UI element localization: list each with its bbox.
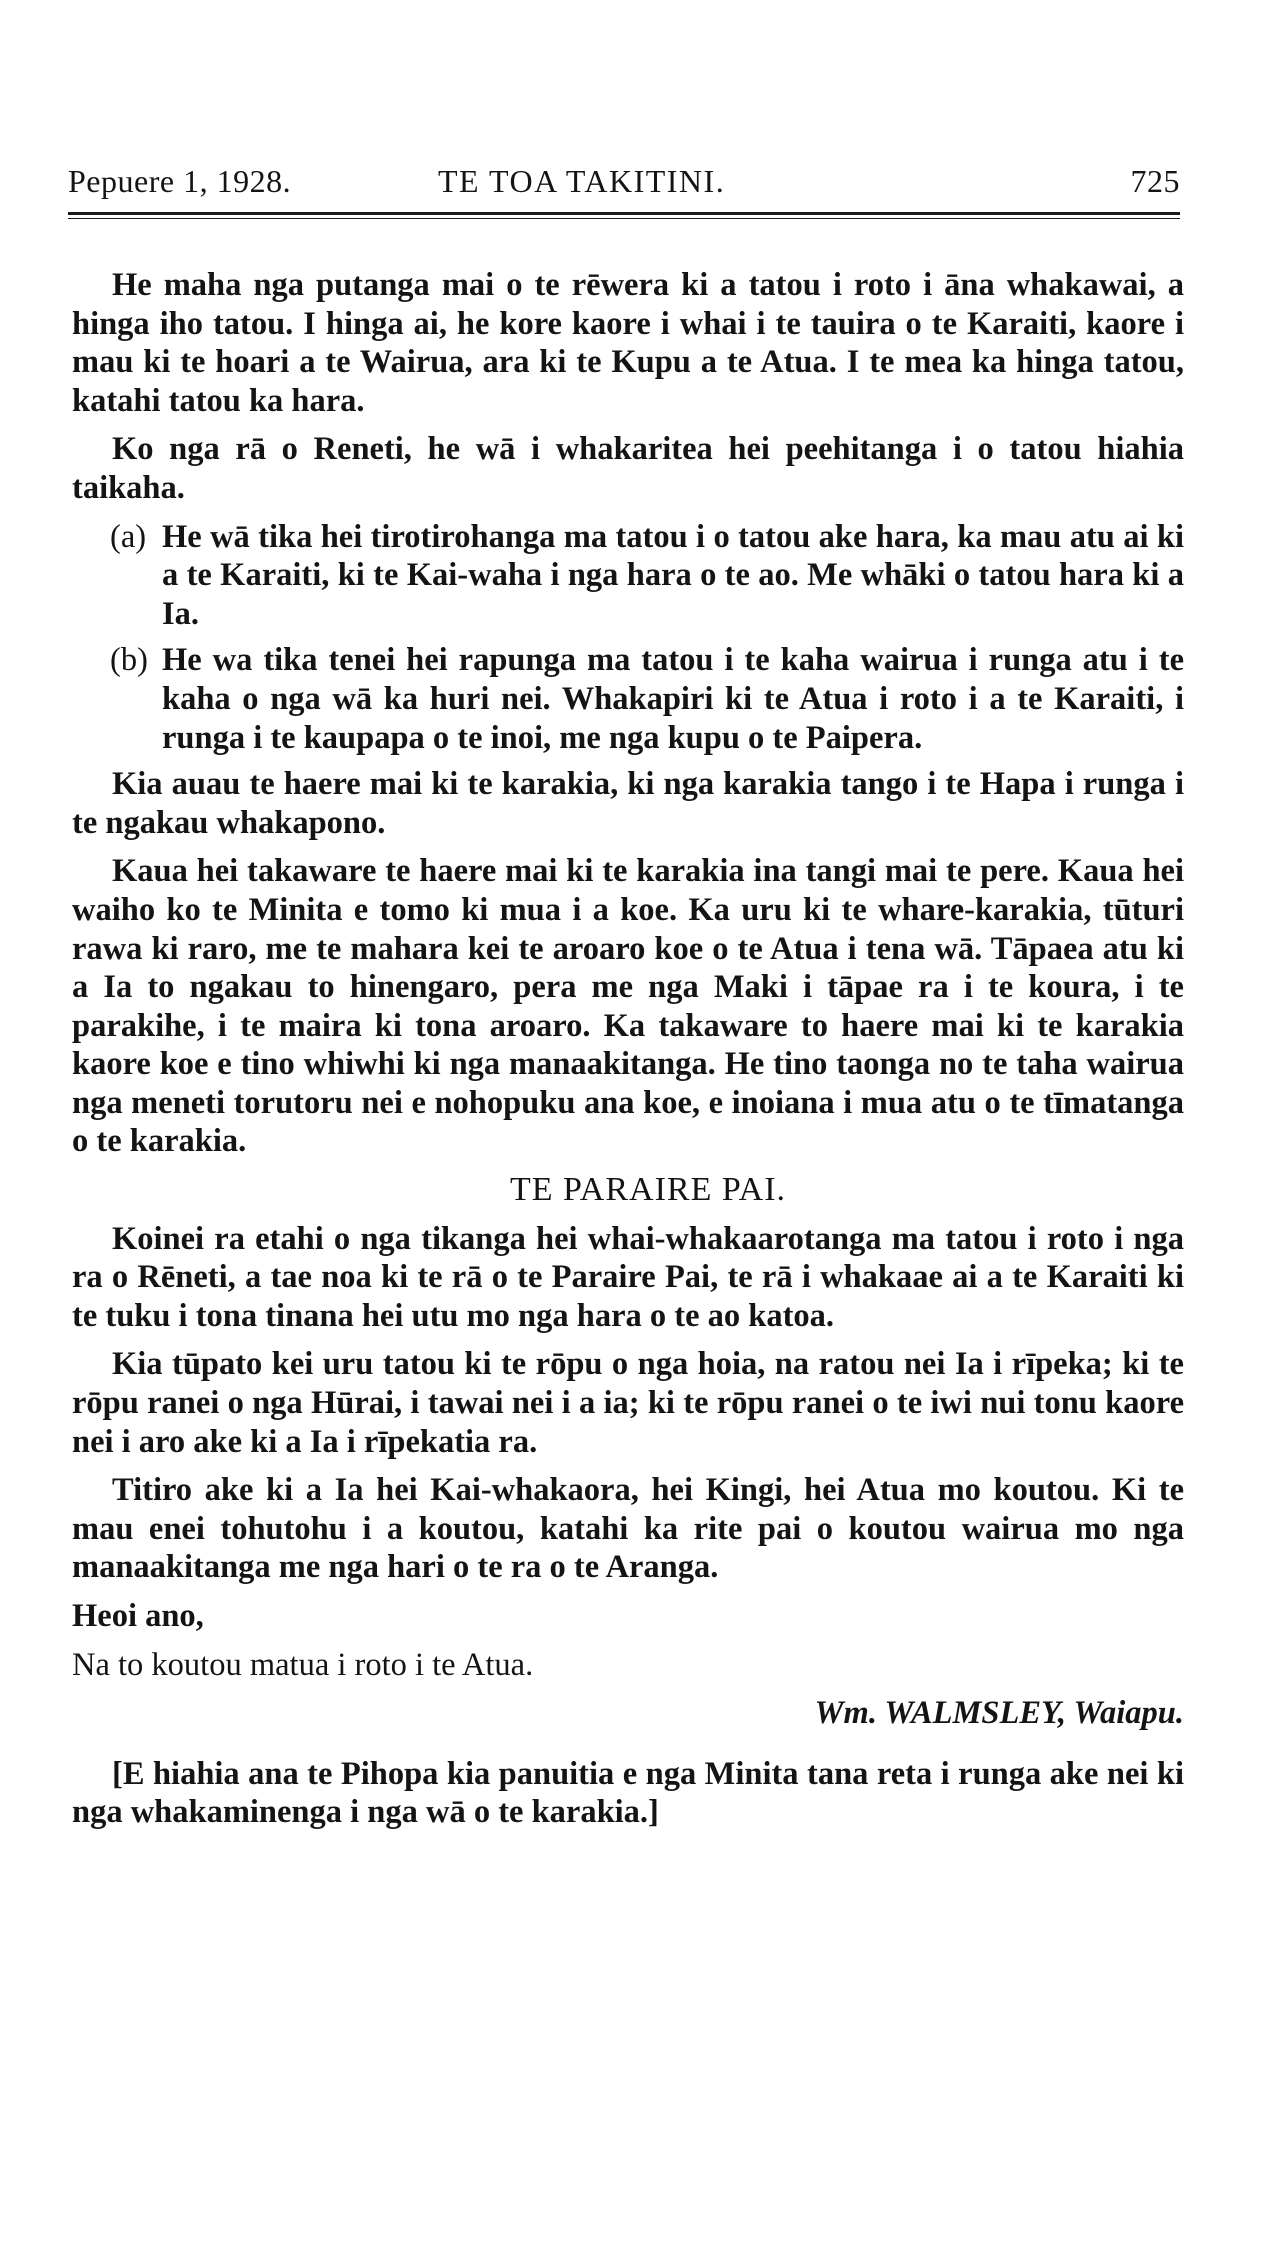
section-heading: TE PARAIRE PAI. bbox=[509, 1171, 787, 1209]
paragraph-7: Titiro ake ki a Ia hei Kai-whakaora, hei Kingi, hei Atua mo koutou. Ki te mau enei tohutohu i a koutou, katahi ka rite pai o koutou wairua mo nga manaakitanga me nga hari o te ra o te Aranga. bbox=[72, 1472, 1184, 1586]
signature: Wm. WALMSLEY, Waiapu. bbox=[814, 1695, 1184, 1732]
header-date: Pepuere 1, 1928. bbox=[68, 163, 292, 199]
closing-line: Na to koutou matua i roto i te Atua. bbox=[72, 1646, 534, 1683]
paragraph-6: Kia tūpato kei uru tatou ki te rōpu o nga hoia, na ratou nei Ia i rīpeka; ki te rōpu ranei o nga Hūrai, i tawai nei i a ia; ki te rōpu ranei o te iwi nui tonu kaore nei i aro ake ki a Ia i rīpekatia ra. bbox=[72, 1346, 1184, 1460]
paragraph-1: He maha nga putanga mai o te rēwera ki a tatou i roto i āna whakawai, a hinga iho tatou. I hinga ai, he kore kaore i whai i te tauira o te Karaiti, kaore i mau ki te hoari a te Wairua, ara ki te Kupu a te Atua. I te mea ka hinga tatou, katahi tatou ka hara. bbox=[72, 267, 1184, 419]
body-text bbox=[72, 266, 1184, 1842]
header-rule-thin bbox=[68, 218, 1180, 219]
list-item-b-label: (b) bbox=[110, 642, 148, 679]
running-header bbox=[68, 162, 1180, 206]
page-number: 725 bbox=[1130, 163, 1180, 199]
list-item-a-label: (a) bbox=[110, 518, 147, 555]
header-title: TE TOA TAKITINI. bbox=[438, 163, 726, 199]
paragraph-5: Koinei ra etahi o nga tikanga hei whai-whakaarotanga ma tatou i roto i nga ra o Rēneti, a tae noa ki te rā o te Paraire Pai, te rā i whakaae ai a te Karaiti ki te tuku i tona tinana hei utu mo nga hara o te ao katoa. bbox=[72, 1220, 1184, 1334]
paragraph-4: Kaua hei takaware te haere mai ki te karakia ina tangi mai te pere. Kaua hei waiho ko te Minita e tomo ki mua i a koe. Ka uru ki te whare-karakia, tūturi rawa ki raro, me te mahara kei te aroaro koe o te Atua i tena wā. Tāpaea atu ki a Ia to ngakau to hinengaro, pera me nga Maki i tāpae ra i te koura, i te parakihe, i te maira ki tona aroaro. Ka takaware to haere mai ki te karakia kaore koe e tino whiwhi ki nga manaakitanga. He tino taonga no te taha wairua nga meneti torutoru nei e nohopuku ana koe, e inoiana i mua atu o te tīmatanga o te karakia. bbox=[72, 853, 1184, 1160]
header-rule bbox=[68, 212, 1180, 215]
list-item-a-text: He wā tika hei tirotirohanga ma tatou i o tatou ake hara, ka mau atu ai ki a te Karaiti, ki te Kai-waha i nga hara o te ao. Me whāki o tatou hara ki a Ia. bbox=[162, 518, 1184, 632]
paragraph-2: Ko nga rā o Reneti, he wā i whakaritea hei peehitanga i o tatou hiahia taikaha. bbox=[72, 431, 1184, 506]
list-item-b-text: He wa tika tenei hei rapunga ma tatou i te kaha wairua i runga atu i te kaha o nga wā ka huri nei. Whakapiri ki te Atua i roto i a te Karaiti, i runga i te kaupapa o te inoi, me nga kupu o te Paipera. bbox=[162, 642, 1184, 756]
list-item-b bbox=[72, 641, 1184, 757]
bracket-note: [E hiahia ana te Pihopa kia panuitia e nga Minita tana reta i runga ake nei ki nga whakaminenga i nga wā o te karakia.] bbox=[72, 1755, 1184, 1831]
list-item-a bbox=[72, 518, 1184, 634]
document-page bbox=[68, 0, 1220, 2268]
closing-salutation: Heoi ano, bbox=[72, 1598, 204, 1634]
paragraph-3: Kia auau te haere mai ki te karakia, ki nga karakia tango i te Hapa i runga i te ngakau whakapono. bbox=[72, 766, 1184, 841]
